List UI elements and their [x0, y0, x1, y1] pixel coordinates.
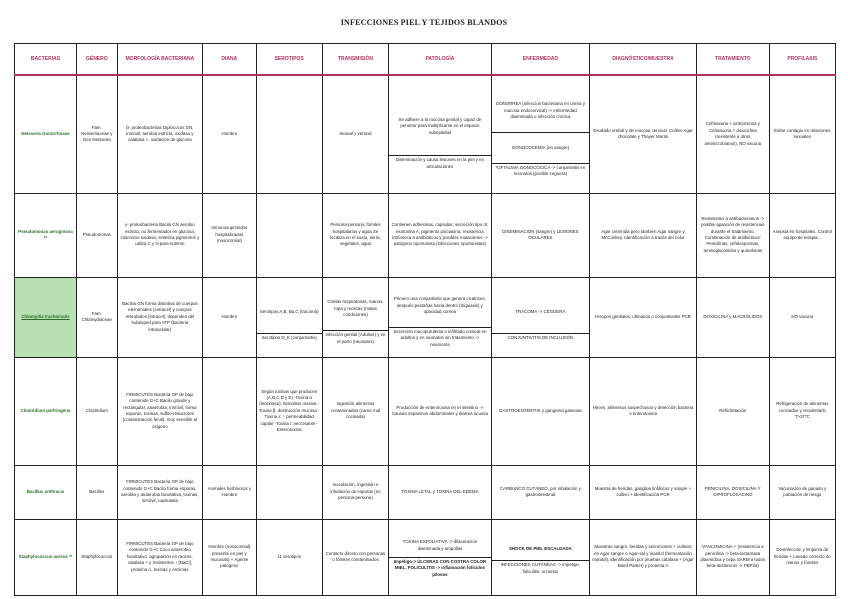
genero-cell: Clostridium — [77, 357, 118, 465]
morfologia-cell: Bacilos GN forma distintiva de cuerpos elementales (extracel) y cuerpos reticulados (intracel), dependen del hubésped para ATP (bacteria intracelular) — [117, 277, 203, 357]
serotipos-part: Serotipos D_K (conjuntivitis) — [261, 335, 317, 341]
serotipos-part: Serotipos A,B, Ba,C (tracoma) — [257, 291, 322, 334]
enfermedad-part: GONOCOCEMIA (en sangre) — [492, 132, 589, 163]
tratamiento-cell: PENICILINA, DOXICILINA Y CIPROFLOXACINO — [696, 465, 769, 519]
enfermedad-part: CONJUNTIVITIS DE INCLUSIÓN — [507, 335, 574, 341]
profilaxis-cell: Vacunación de ganado y población de riesgo — [769, 465, 835, 519]
genero-cell: Pseudomonas — [77, 193, 118, 277]
header-row — [15, 44, 836, 76]
transmision-cell — [322, 277, 388, 357]
enfermedad-cell: GASTROENTERITIS y gangrena gaseosa — [491, 357, 589, 465]
header-profilaxis: PROFILAXIS — [769, 44, 835, 76]
genero-cell: Fam. Chlamydiaceae — [77, 277, 118, 357]
table-row — [15, 277, 836, 357]
transmision-cell: Persona-persona, fómites hospitalarios y agua Se localiza en el suelo, tierra, vegetales, agua — [322, 193, 388, 277]
diagnostico-cell: Exudado uretral y de mucosa cervical. Cultivo Agar chocolate y Thayer Martin — [590, 75, 697, 193]
diagnostico-cell: Muestra de heridas, ganglios linfáticos y sangre + cultivo + identificación PCR — [590, 465, 697, 519]
patologia-cell — [389, 75, 492, 193]
header-patologia: PATOLOGÍA — [389, 44, 492, 76]
header-genero: GÉNERO — [77, 44, 118, 76]
header-tratamiento: TRATAMIENTO — [696, 44, 769, 76]
diana-cell: Hombre — [203, 277, 256, 357]
bacteria-name: Chlamydia trachomatis — [15, 277, 77, 357]
table-row — [15, 357, 836, 465]
diana-cell — [203, 357, 256, 465]
header-transmision: TRANSMISIÓN — [322, 44, 388, 76]
header-bacterias: BACTERIAS — [15, 44, 77, 76]
patologia-cell — [389, 277, 492, 357]
patologia-cell: Producción de enterotoxina en el intestino -> Causan espasmos abdominales y diarrea acuosa — [389, 357, 492, 465]
diana-cell: Inmunosuprimidos hospitalizados (nosocomial) — [203, 193, 256, 277]
diagnostico-cell: Heces, alimentos sospechosos y detección bacteria o enterotoxina — [590, 357, 697, 465]
enfermedad-part: *OFTALMIA GONOCÓCICA -> conjuntivitis en neonatos (posible ceguera) — [495, 164, 586, 177]
morfologia-cell: FIRMICUTES Bacteria GP de bajo contenido G+C Bacilo grande y rectangular, anaerobia, inmóvil, forma esporas, toxinas, sulfito-reductores (contaminación fecal), muy sensible al oxígeno — [117, 357, 203, 465]
patologia-part: Impétigo-> ÚLCERAS CON COSTRA COLOR MIEL, FOLICULITIS -> inflamación folículos pilosos — [393, 558, 487, 577]
patologia-part: Se adhiere a la mucosa genital y capaz de penetrar para multiplicarse en el espacio subepitelial — [389, 97, 491, 156]
header-morfologia: MORFOLOGÍA BACTERIANA — [117, 44, 203, 76]
diagnostico-cell: Agar cetrimida pero también Agar sangre y McConkey. Identificación a través del color — [590, 193, 697, 277]
genero-cell: Staphylococcus — [77, 519, 118, 595]
enfermedad-cell: CARBUNCO CUTÁNEO, por inhalación y gastrointestinal — [491, 465, 589, 519]
patologia-part: Secreción mucopurulenta e infiltrado corneal en adultos y en neonatos sin tratamiento -> neumonía — [393, 328, 487, 347]
diagnostico-cell: Hisopos genitales, uñinarios o conjuntivales PCR — [590, 277, 697, 357]
tratamiento-cell: DOXICILINA y MACRÓLIDOS — [696, 277, 769, 357]
enfermedad-cell — [491, 75, 589, 193]
page-title: INFECCIONES PIEL Y TEJIDOS BLANDOS — [340, 18, 508, 27]
genero-cell: Fam. Neisseriaceae y Gen.Neisseria — [77, 75, 118, 193]
bacteria-name: Bacillus anthracis — [15, 465, 77, 519]
table-row — [15, 193, 836, 277]
diagnostico-cell: Muestras sangre, heridas y secreciones + cultivos en Agar sangre o Agar-sal y manitol (fermentación manitol), identificación por pruebas catalasa + (Agar Baird Parker) y proteína A — [590, 519, 697, 595]
profilaxis-cell: Refrigeración de alimentos cocinados y recalentarlo T>37ºC — [769, 357, 835, 465]
diana-cell: Hombre — [203, 75, 256, 193]
table-row — [15, 75, 836, 193]
serotipos-cell — [256, 75, 322, 193]
enfermedad-cell — [491, 519, 589, 595]
serotipos-cell: 11 serotipos — [256, 519, 322, 595]
enfermedad-part: GONORREA (infeccion bacteriana en uretra y mucosa endocervical) -> enfermedad diseminada o infección crónica — [492, 90, 589, 133]
patologia-part: Diseminación y causa lesiones en la piel y en articulaciones — [395, 157, 485, 169]
enfermedad-cell: DISEMINACIÓN (sangre) y LESIONES OCULARES — [491, 193, 589, 277]
serotipos-cell — [256, 193, 322, 277]
table-row — [15, 519, 836, 595]
bacteria-name: Staphylococcus aureus ** — [15, 519, 77, 595]
transmision-cell: Inoculación, ingestión e inhalación de esporas (no persona-persona) — [322, 465, 388, 519]
serotipos-cell — [256, 277, 322, 357]
table-row — [15, 465, 836, 519]
profilaxis-cell: NO vacuna — [769, 277, 835, 357]
tratamiento-cell: Ceftriaxona + azitromicina y Cefotaxona + doxiciclina (resistente a otros antimicrobianos). NO vacuna — [696, 75, 769, 193]
tratamiento-cell: Rehidratación — [696, 357, 769, 465]
header-serotipos: SEROTIPOS — [256, 44, 322, 76]
patologia-part: TOXINA EXFOLIATIVA -> dilaceración diseminada y ampollas — [389, 535, 491, 558]
tratamiento-cell: Resistentes a antibacterianos -> posible aparición de resistencias durante el tratamiento. Combinación de antibióticos: Penicilinas, cefalosporinas, aminoglucósidos y quinolonas — [696, 193, 769, 277]
bacteria-table — [14, 43, 836, 596]
bacteria-name: Neisseria Gonorrhoeae — [15, 75, 77, 193]
profilaxis-cell: Desinfección y limpieza de heridas + Lavado correcto de manos y fómites — [769, 519, 835, 595]
header-enfermedad: ENFERMEDAD — [491, 44, 589, 76]
morfologia-cell: FIRMICUTES Bacteria GP de bajo contenido G+C Bacilo forma esporas, aerobia y anaerobia facultativa, toxinas, inmóvil, capsulada — [117, 465, 203, 519]
morfologia-cell: γ- proteobacteria Bacilo GN aerobio estricto, no fermentador en glucosa, citocromo oxidasa, sintetiza pigmentos y utiliza C y N para nutrirse — [117, 193, 203, 277]
transmision-cell: Sexual y vertical — [322, 75, 388, 193]
morfologia-cell: FIRMICUTES Bacteria GP de bajo contenido G+C Coco anaerobio facultativo, agrupación en racimo, catalasa + y resistentes ↑ [NaCl], proteína A, toxinas y enzimas — [117, 519, 203, 595]
enfermedad-part: TRACOMA -> CEGUERA — [492, 291, 589, 334]
bacteria-name: Pseudomonas aeruginosa ** — [15, 193, 77, 277]
diana-cell: Animales herbívoros y Hombre — [203, 465, 256, 519]
enfermedad-cell — [491, 277, 589, 357]
profilaxis-cell: Evitar contagio en relaciones sexuales — [769, 75, 835, 193]
bacteria-name: Clostridium perfringens — [15, 357, 77, 465]
profilaxis-cell: Asepsia en hospitales, Control equipo de terapia... — [769, 193, 835, 277]
enfermedad-part: SHOCK DE PIEL ESCALDADA — [492, 538, 589, 561]
patologia-part: Primero una conjuntivitis que genera cicatrices, después pestañas hacia dentro (triquiasis) y opacidad cornea — [389, 285, 491, 328]
genero-cell: Bacillus — [77, 465, 118, 519]
header-diagnostico: DIAGNÓSTICO/MUESTRA — [590, 44, 697, 76]
transmision-part: Infección genital (Adultos) y en el parto (neonatos) — [325, 332, 386, 344]
transmision-cell: Ingestión alimentos contaminados (carne mal cocinada) — [322, 357, 388, 465]
serotipos-cell — [256, 465, 322, 519]
transmision-part: Gotitas respiratorias, manos, ropa y moscas (malas condiciones) — [323, 288, 388, 331]
tratamiento-cell: VANCOMICINA + (resistencia a penicilina -> beta-lactamasa plasmídica y cepa SARM a todos beta-lactámicos -> PBP2a) — [696, 519, 769, 595]
enfermedad-part: INFECCIONES CUTÁNEAS -> impétigo, foliculitis, orzuelos — [500, 562, 581, 574]
morfologia-cell: β- proteobacterias Diplococos GN, inmóvil, aerobia estricta, oxidasa y catalasa +, oxidación de glucosa — [117, 75, 203, 193]
patologia-cell: Contienen adhesinas, capsulas, secreción tipo III, exotoxina A, pigmento piocianina, resistencia intrínseca a antibióticos y posibles mutaciones -> patógeno oportunista (infecciones oportunistas) — [389, 193, 492, 277]
patologia-cell — [389, 519, 492, 595]
diana-cell: Hombre (nosocomial) presente en piel y mucosas) + Agente patógeno — [203, 519, 256, 595]
transmision-cell: Contacto directo con personas o fómites contaminados — [322, 519, 388, 595]
serotipos-cell: Según toxinas que producen (A,B,C,D y E) -Toxina α (lecitinasa): hemolisis masiva -Toxina β: destrucción mucosa -Toxina ε: ↑ permeabilidad capilar -Toxina ι: necrosante - Enterotoxina — [256, 357, 322, 465]
header-diana: DIANA — [203, 44, 256, 76]
patologia-cell: TOXINA LETAL y TOXINA DEL EDEMA — [389, 465, 492, 519]
